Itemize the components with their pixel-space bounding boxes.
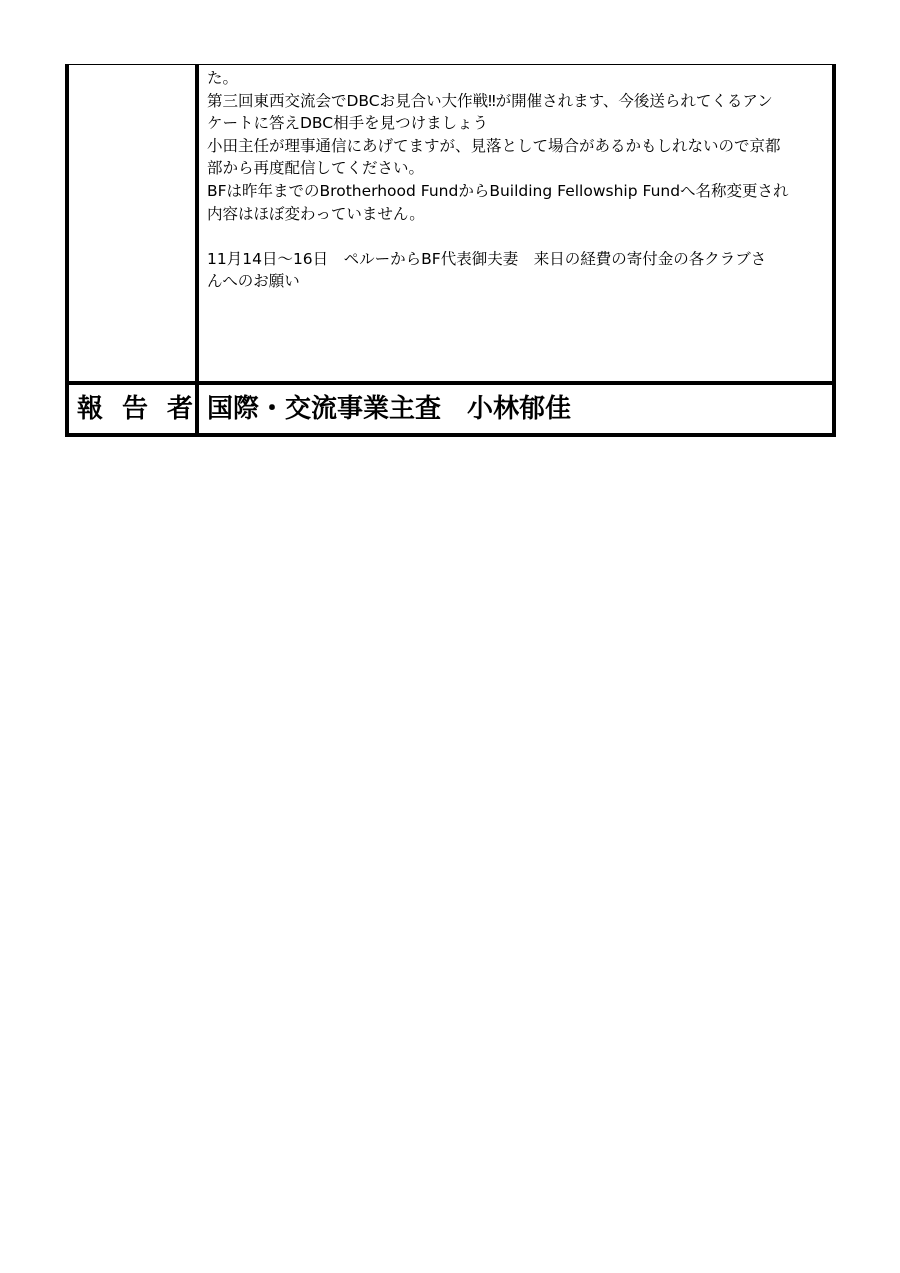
report-content-row xyxy=(69,65,832,385)
report-line: 11月14日～16日 ペルーからBF代表御夫妻 来日の経費の寄付金の各クラブさ xyxy=(207,249,767,268)
report-table xyxy=(65,64,836,437)
blank-line xyxy=(207,225,826,248)
reporter-name: 国際・交流事業主査 小林郁佳 xyxy=(207,394,572,424)
report-line: た。 xyxy=(207,69,239,87)
report-line: ケートに答えDBC相手を見つけましょう xyxy=(207,114,489,133)
column-divider xyxy=(195,65,199,433)
report-line: んへのお願い xyxy=(207,272,300,291)
report-body-text xyxy=(207,67,826,293)
reporter-row xyxy=(69,385,832,434)
report-line: 内容はほぼ変わっていません。 xyxy=(207,204,425,223)
report-line: 第三回東西交流会でDBCお見合い大作戦‼が開催されます、今後送られてくるアン xyxy=(207,91,773,110)
report-line: 部から再度配信してください。 xyxy=(207,159,425,178)
report-line: BFは昨年までのBrotherhood FundからBuilding Fellowship Fundへ名称変更され xyxy=(207,181,789,200)
report-line: 小田主任が理事通信にあげてますが、見落として場合があるかもしれないので京都 xyxy=(207,136,781,155)
reporter-label: 報告者 xyxy=(77,394,213,424)
